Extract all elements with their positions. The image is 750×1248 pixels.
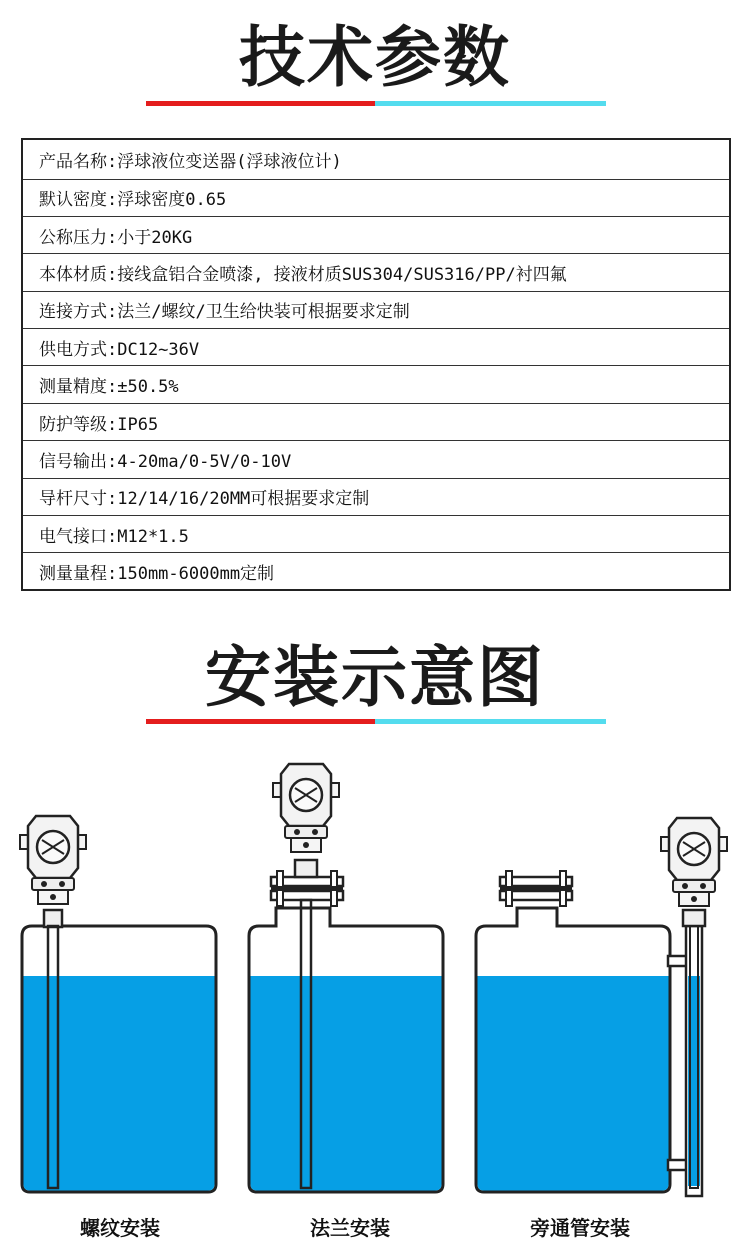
caption-flange: 法兰安装 (310, 1216, 390, 1240)
spec-cell: 产品名称:浮球液位变送器(浮球液位计) (22, 139, 730, 179)
spec-cell: 本体材质:接线盒铝合金喷漆, 接液材质SUS304/SUS316/PP/衬四氟 (22, 254, 730, 291)
spec-table (21, 138, 731, 591)
installation-diagrams (0, 750, 750, 1210)
threaded-tank-icon (20, 816, 216, 1192)
section-title-installation: 安装示意图 (205, 639, 545, 716)
flange-tank-icon (249, 764, 443, 1192)
divider-cyan-segment (375, 101, 606, 106)
table-row (22, 329, 730, 366)
spec-cell: 电气接口:M12*1.5 (22, 516, 730, 553)
table-row (22, 179, 730, 216)
spec-cell: 防护等级:IP65 (22, 403, 730, 440)
spec-cell: 信号输出:4-20ma/0-5V/0-10V (22, 441, 730, 478)
table-row (22, 516, 730, 553)
table-row (22, 216, 730, 253)
table-row (22, 139, 730, 179)
title-divider (146, 101, 606, 106)
table-row (22, 478, 730, 515)
bypass-tank-icon (476, 818, 727, 1196)
section-title-tech-params: 技术参数 (239, 19, 511, 96)
title-divider (146, 719, 606, 724)
spec-cell: 公称压力:小于20KG (22, 216, 730, 253)
table-row (22, 366, 730, 403)
spec-cell: 导杆尺寸:12/14/16/20MM可根据要求定制 (22, 478, 730, 515)
table-row (22, 254, 730, 291)
spec-cell: 测量精度:±50.5% (22, 366, 730, 403)
spec-cell: 默认密度:浮球密度0.65 (22, 179, 730, 216)
caption-bypass: 旁通管安装 (530, 1216, 630, 1240)
caption-threaded: 螺纹安装 (80, 1216, 160, 1240)
spec-cell: 供电方式:DC12~36V (22, 329, 730, 366)
divider-red-segment (146, 719, 375, 724)
spec-cell: 连接方式:法兰/螺纹/卫生给快装可根据要求定制 (22, 291, 730, 328)
table-row (22, 553, 730, 590)
table-row (22, 441, 730, 478)
table-row (22, 291, 730, 328)
table-row (22, 403, 730, 440)
divider-red-segment (146, 101, 375, 106)
spec-cell: 测量量程:150mm-6000mm定制 (22, 553, 730, 590)
divider-cyan-segment (375, 719, 606, 724)
